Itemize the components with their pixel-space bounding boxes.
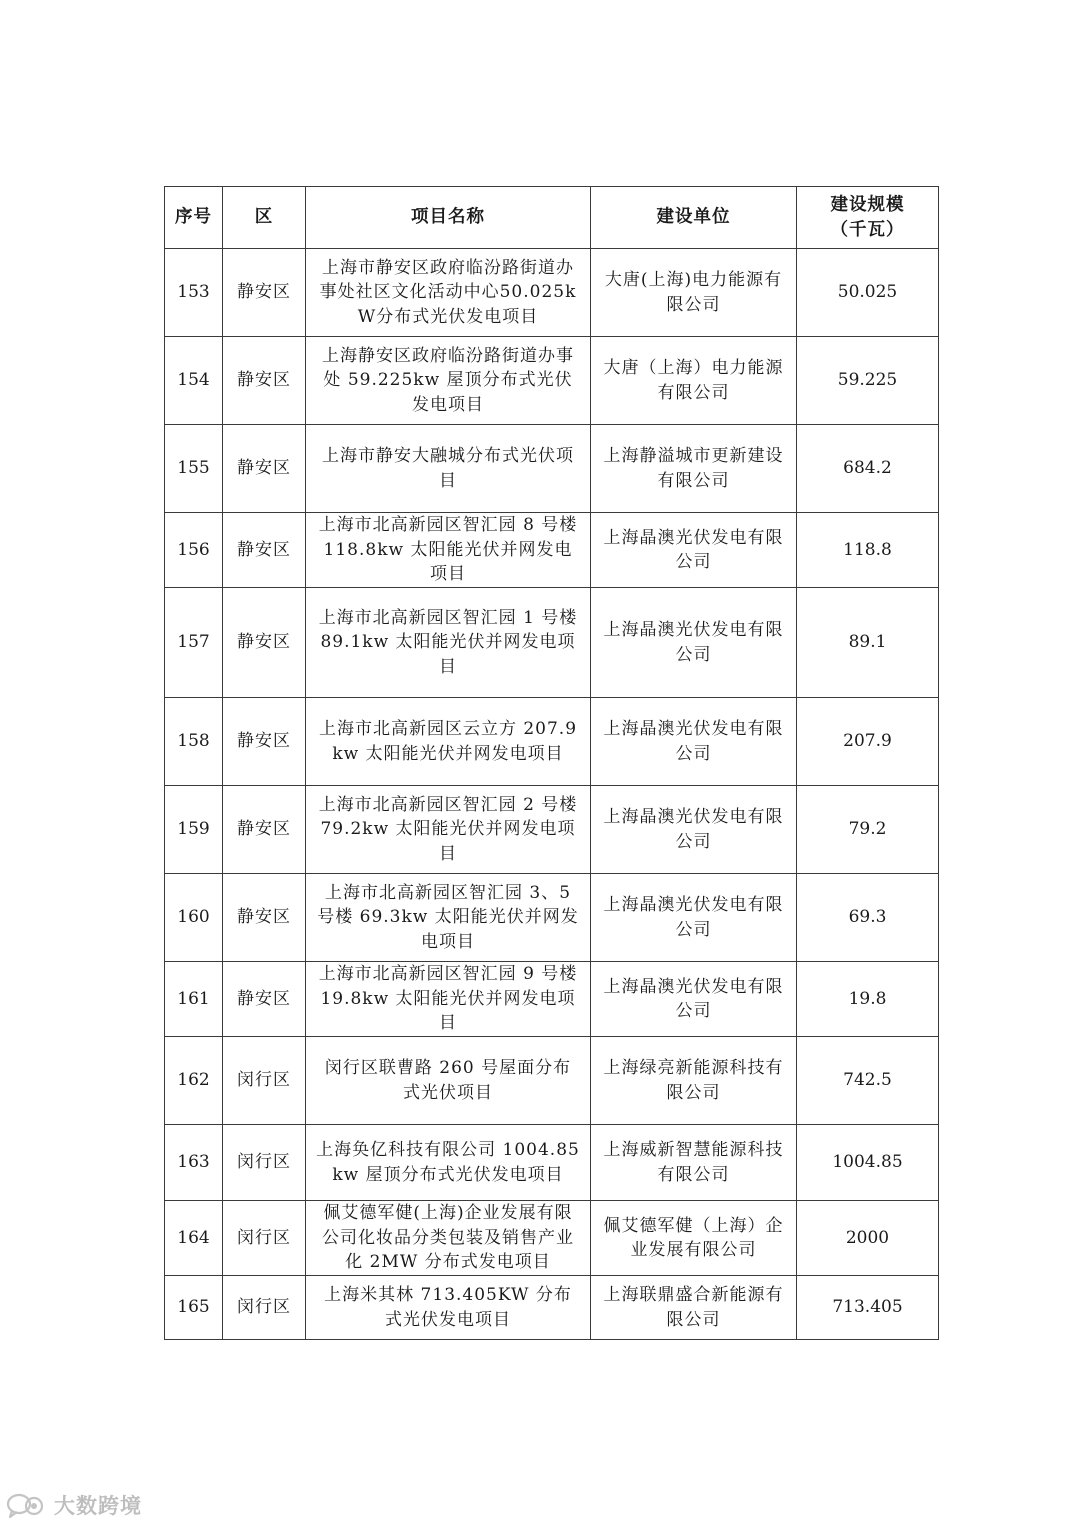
table-row [165, 874, 939, 962]
table-row [165, 249, 939, 337]
cell-seq: 155 [165, 425, 223, 513]
watermark-text: 大数跨境 [54, 1494, 142, 1518]
cell-project-name: 佩艾德军健(上海)企业发展有限公司化妆品分类包装及销售产业化 2MW 分布式发电项目 [306, 1201, 591, 1276]
table-row [165, 1276, 939, 1340]
cell-project-name: 上海市静安区政府临汾路街道办事处社区文化活动中心50.025kW分布式光伏发电项目 [306, 249, 591, 337]
header-project-name: 项目名称 [306, 187, 591, 249]
cell-seq: 159 [165, 786, 223, 874]
cell-district: 闵行区 [223, 1037, 306, 1125]
cell-seq: 161 [165, 962, 223, 1037]
table-row [165, 1201, 939, 1276]
cell-builder: 佩艾德军健（上海）企业发展有限公司 [591, 1201, 797, 1276]
cell-seq: 153 [165, 249, 223, 337]
cell-district: 闵行区 [223, 1125, 306, 1201]
table-row [165, 1037, 939, 1125]
cell-seq: 163 [165, 1125, 223, 1201]
cell-district: 闵行区 [223, 1201, 306, 1276]
cell-scale: 713.405 [797, 1276, 939, 1340]
cell-seq: 154 [165, 337, 223, 425]
cell-scale: 89.1 [797, 588, 939, 698]
cell-scale: 742.5 [797, 1037, 939, 1125]
cell-district: 静安区 [223, 337, 306, 425]
cell-scale: 79.2 [797, 786, 939, 874]
cell-scale: 50.025 [797, 249, 939, 337]
cell-seq: 164 [165, 1201, 223, 1276]
table-row [165, 513, 939, 588]
cell-project-name: 上海市北高新园区智汇园 2 号楼 79.2kw 太阳能光伏并网发电项目 [306, 786, 591, 874]
cell-district: 静安区 [223, 698, 306, 786]
table-row [165, 786, 939, 874]
cell-seq: 157 [165, 588, 223, 698]
table-row [165, 962, 939, 1037]
header-builder: 建设单位 [591, 187, 797, 249]
projects-table [164, 186, 939, 1340]
table-header-row [165, 187, 939, 249]
cell-builder: 上海联鼎盛合新能源有限公司 [591, 1276, 797, 1340]
cell-scale: 2000 [797, 1201, 939, 1276]
cell-project-name: 上海市北高新园区智汇园 8 号楼 118.8kw 太阳能光伏并网发电项目 [306, 513, 591, 588]
cell-builder: 上海晶澳光伏发电有限公司 [591, 588, 797, 698]
header-scale [797, 187, 939, 249]
cell-project-name: 上海奂亿科技有限公司 1004.85kw 屋顶分布式光伏发电项目 [306, 1125, 591, 1201]
table-row [165, 588, 939, 698]
header-scale-line1: 建设规模 [830, 195, 905, 215]
table-row [165, 698, 939, 786]
cell-builder: 上海晶澳光伏发电有限公司 [591, 786, 797, 874]
cell-builder: 上海威新智慧能源科技有限公司 [591, 1125, 797, 1201]
cell-seq: 160 [165, 874, 223, 962]
cell-district: 闵行区 [223, 1276, 306, 1340]
cell-builder: 上海晶澳光伏发电有限公司 [591, 513, 797, 588]
cell-district: 静安区 [223, 513, 306, 588]
cell-scale: 19.8 [797, 962, 939, 1037]
cell-scale: 207.9 [797, 698, 939, 786]
cell-project-name: 上海市北高新园区云立方 207.9kw 太阳能光伏并网发电项目 [306, 698, 591, 786]
cell-project-name: 上海市静安大融城分布式光伏项目 [306, 425, 591, 513]
cell-district: 静安区 [223, 874, 306, 962]
header-scale-line2: （千瓦） [830, 219, 905, 240]
cell-builder: 上海晶澳光伏发电有限公司 [591, 698, 797, 786]
cell-builder: 大唐（上海）电力能源有限公司 [591, 337, 797, 425]
cell-builder: 上海晶澳光伏发电有限公司 [591, 874, 797, 962]
cell-seq: 162 [165, 1037, 223, 1125]
header-district: 区 [223, 187, 306, 249]
cell-builder: 大唐(上海)电力能源有限公司 [591, 249, 797, 337]
cell-project-name: 上海米其林 713.405KW 分布式光伏发电项目 [306, 1276, 591, 1340]
table-row [165, 425, 939, 513]
cell-seq: 158 [165, 698, 223, 786]
cell-builder: 上海晶澳光伏发电有限公司 [591, 962, 797, 1037]
chat-bubble-icon [6, 1492, 46, 1518]
cell-builder: 上海静溢城市更新建设有限公司 [591, 425, 797, 513]
table-row [165, 1125, 939, 1201]
cell-scale: 684.2 [797, 425, 939, 513]
cell-project-name: 上海静安区政府临汾路街道办事处 59.225kw 屋顶分布式光伏发电项目 [306, 337, 591, 425]
header-seq: 序号 [165, 187, 223, 249]
cell-scale: 59.225 [797, 337, 939, 425]
cell-district: 静安区 [223, 588, 306, 698]
cell-district: 静安区 [223, 962, 306, 1037]
cell-project-name: 闵行区联曹路 260 号屋面分布式光伏项目 [306, 1037, 591, 1125]
cell-scale: 118.8 [797, 513, 939, 588]
cell-project-name: 上海市北高新园区智汇园 1 号楼 89.1kw 太阳能光伏并网发电项目 [306, 588, 591, 698]
cell-seq: 165 [165, 1276, 223, 1340]
cell-district: 静安区 [223, 425, 306, 513]
cell-scale: 1004.85 [797, 1125, 939, 1201]
table-row [165, 337, 939, 425]
cell-scale: 69.3 [797, 874, 939, 962]
cell-seq: 156 [165, 513, 223, 588]
cell-project-name: 上海市北高新园区智汇园 3、5 号楼 69.3kw 太阳能光伏并网发电项目 [306, 874, 591, 962]
watermark [6, 1490, 142, 1520]
cell-project-name: 上海市北高新园区智汇园 9 号楼 19.8kw 太阳能光伏并网发电项目 [306, 962, 591, 1037]
cell-builder: 上海绿亮新能源科技有限公司 [591, 1037, 797, 1125]
cell-district: 静安区 [223, 786, 306, 874]
cell-district: 静安区 [223, 249, 306, 337]
